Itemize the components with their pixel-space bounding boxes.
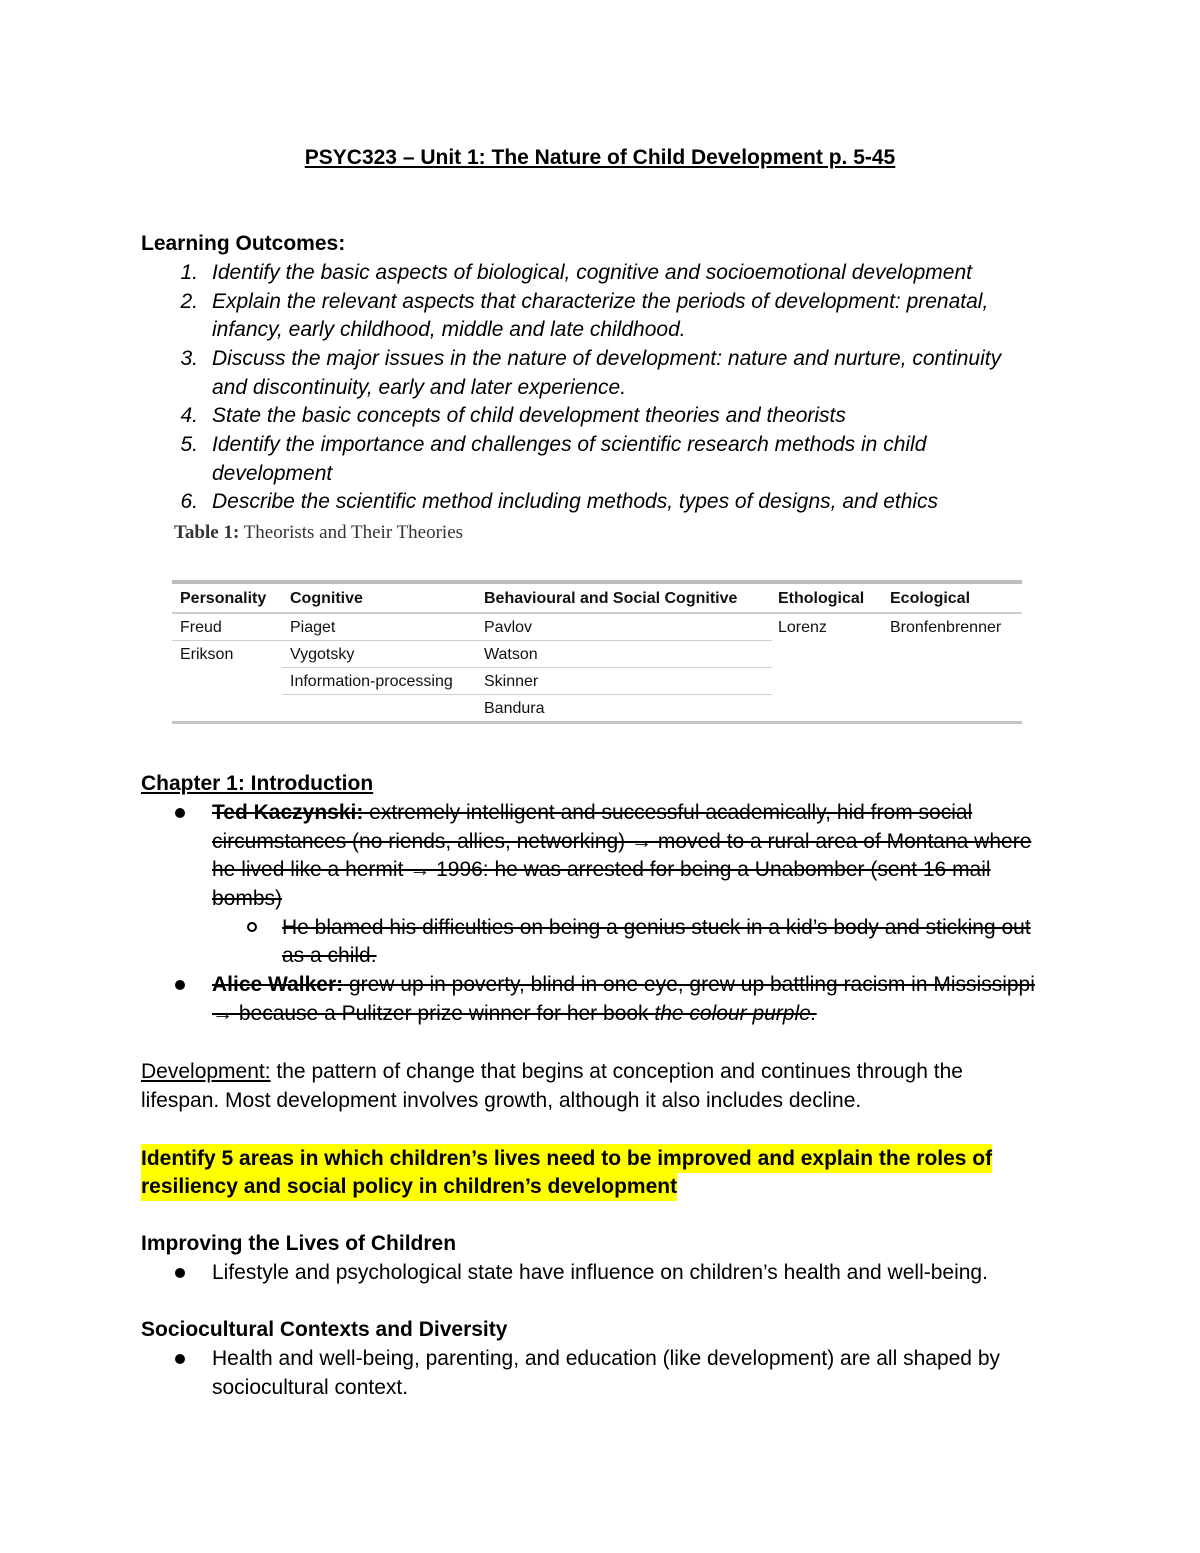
outcome-text: development <box>212 462 333 485</box>
outcome-text: infancy, early childhood, middle and late childhood. <box>212 318 686 341</box>
table-cell: Freud <box>180 619 222 636</box>
outcome-text: Identify the importance and challenges of scientific research methods in child <box>212 433 927 456</box>
table-cell: Bandura <box>484 700 545 717</box>
bullet-icon <box>175 1268 185 1278</box>
table-bottom-rule <box>172 721 1022 724</box>
development-line-2: lifespan. Most development involves growth, although it also includes decline. <box>141 1089 862 1112</box>
alice-line-1-text: grew up in poverty, blind in one eye, grew up battling racism in Mississippi <box>343 973 1035 996</box>
table-header-cognitive: Cognitive <box>290 590 363 607</box>
table-caption-label: Table 1: <box>174 522 240 543</box>
sub-bullet-icon <box>247 922 257 932</box>
development-line-1 <box>141 1057 963 1086</box>
ted-name: Ted Kaczynski: <box>212 801 364 824</box>
table-cell: Watson <box>484 646 538 663</box>
improving-bullet-text: Lifestyle and psychological state have influence on children’s health and well-being. <box>212 1261 988 1284</box>
outcome-text: and discontinuity, early and later experience. <box>212 376 627 399</box>
outcome-number: 1. <box>180 261 198 284</box>
ted-line-3: he lived like a hermit → 1996: he was arrested for being a Unabomber (sent 16 mail <box>212 858 991 881</box>
development-definition: the pattern of change that begins at conception and continues through the <box>270 1060 963 1083</box>
alice-line-2 <box>212 999 817 1028</box>
table-caption <box>174 520 463 546</box>
table-cell: Pavlov <box>484 619 533 636</box>
bullet-icon <box>175 808 185 818</box>
table-cell: Skinner <box>484 673 539 690</box>
table-cell: Vygotsky <box>290 646 355 663</box>
table-cell: Information-processing <box>290 673 453 690</box>
sociocultural-line-2: sociocultural context. <box>212 1376 409 1399</box>
outcome-number: 5. <box>180 433 198 456</box>
table-header-behavioural: Behavioural and Social Cognitive <box>484 590 738 607</box>
outcome-text: Discuss the major issues in the nature of development: nature and nurture, continuity <box>212 347 1002 370</box>
section-heading-sociocultural: Sociocultural Contexts and Diversity <box>141 1318 508 1341</box>
table-cell: Piaget <box>290 619 336 636</box>
ted-sub-line-1: He blamed his difficulties on being a genius stuck in a kid’s body and sticking out <box>282 916 1031 939</box>
chapter-heading: Chapter 1: Introduction <box>141 772 374 795</box>
alice-name: Alice Walker: <box>212 973 344 996</box>
table-cell: Bronfenbrenner <box>890 619 1002 636</box>
table-cell: Lorenz <box>778 619 827 636</box>
outcome-number: 2. <box>180 290 198 313</box>
alice-line-1 <box>212 970 1035 999</box>
sociocultural-line-1: Health and well-being, parenting, and education (like development) are all shaped by <box>212 1347 1001 1370</box>
table-caption-text: Theorists and Their Theories <box>239 522 464 543</box>
development-term: Development: <box>141 1060 271 1083</box>
ted-line-4: bombs) <box>212 887 283 910</box>
table-header-ecological: Ecological <box>890 590 971 607</box>
alice-line-2-text: → because a Pulitzer prize winner for her book <box>212 1002 655 1025</box>
table-row-rule <box>172 640 772 641</box>
outcome-text: Explain the relevant aspects that characterize the periods of development: prenatal, <box>212 290 989 313</box>
table-header-personality: Personality <box>180 590 267 607</box>
ted-line-2: circumstances (no riends, allies, networking) → moved to a rural area of Montana where <box>212 830 1032 853</box>
ted-sub-line-2: as a child. <box>282 944 377 967</box>
outcome-text: Describe the scientific method including methods, types of designs, and ethics <box>212 490 939 513</box>
outcome-text: State the basic concepts of child development theories and theorists <box>212 404 846 427</box>
table-cell: Erikson <box>180 646 234 663</box>
highlighted-objective-line-2: resiliency and social policy in children’s development <box>141 1172 677 1201</box>
outcome-number: 3. <box>180 347 198 370</box>
page-title: PSYC323 – Unit 1: The Nature of Child Development p. 5-45 <box>304 146 896 169</box>
ted-line-1 <box>212 798 972 827</box>
table-top-rule <box>172 580 1022 584</box>
outcome-text: Identify the basic aspects of biological, cognitive and socioemotional development <box>212 261 972 284</box>
ted-line-1-text: extremely intelligent and successful academically, hid from social <box>363 801 973 824</box>
outcome-number: 4. <box>180 404 198 427</box>
theorists-table <box>172 580 1022 724</box>
learning-outcomes-heading: Learning Outcomes: <box>141 232 346 255</box>
section-heading-improving: Improving the Lives of Children <box>141 1232 457 1255</box>
outcome-number: 6. <box>180 490 198 513</box>
highlighted-objective-line-1: Identify 5 areas in which children’s lives need to be improved and explain the roles of <box>141 1144 992 1173</box>
bullet-icon <box>175 980 185 990</box>
book-title: the colour purple. <box>654 1002 817 1025</box>
table-header-ethological: Ethological <box>778 590 865 607</box>
bullet-icon <box>175 1354 185 1364</box>
